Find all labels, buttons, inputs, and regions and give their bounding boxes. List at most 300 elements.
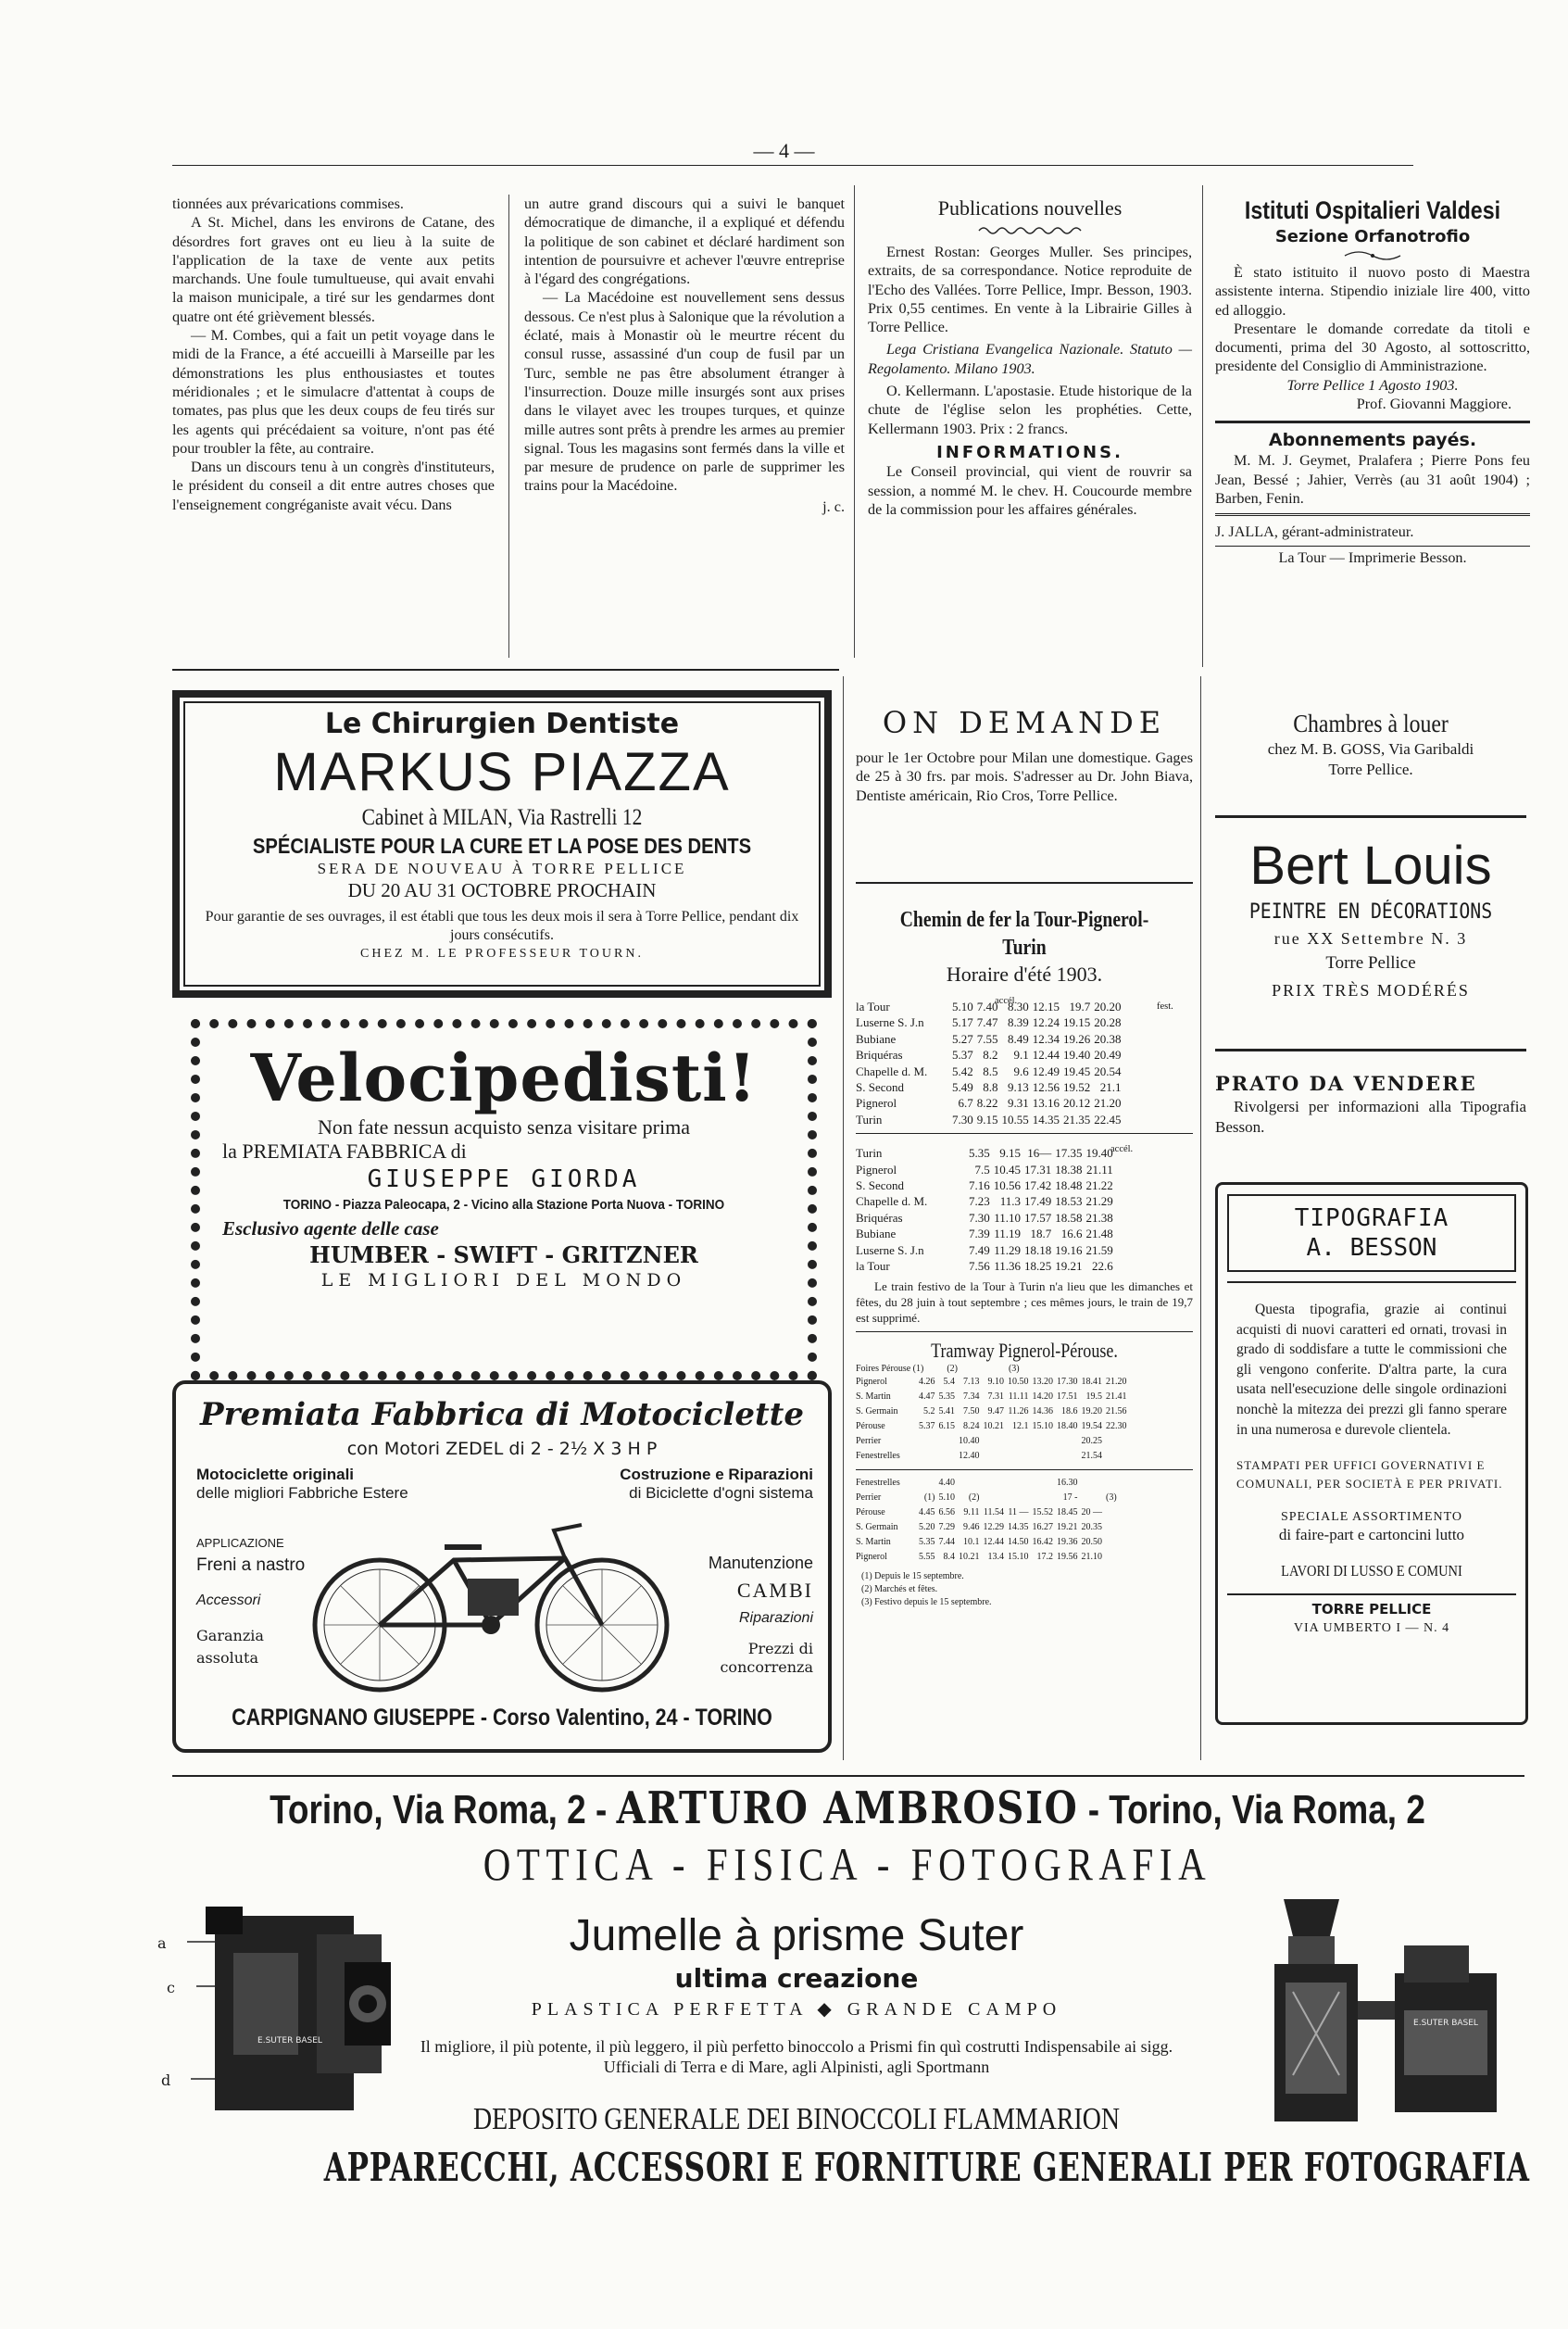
ad-line [196, 1466, 419, 1503]
time-cell: 6.7 [958, 1096, 973, 1111]
ad-headline: Premiata Fabbrica di Motociclette [200, 1396, 804, 1433]
time-cell: 19.56 [1057, 1551, 1078, 1562]
ad-line: APPARECCHI, ACCESSORI E FORNITURE GENERALI PER FOTOGRAFIA [323, 2145, 1530, 2190]
ad-line: TORINO - Piazza Paleocapa, 2 - Vicino alla Stazione Porta Nuova - TORINO [282, 1197, 725, 1213]
time-cell: 7.23 [969, 1194, 990, 1209]
gerant-line: J. JALLA, gérant-administrateur. [1215, 523, 1414, 541]
time-cell [1106, 1505, 1121, 1520]
time-cell: 11.29 [994, 1242, 1021, 1257]
section-rule [1227, 1281, 1516, 1283]
table-row [856, 1404, 1131, 1419]
time-cell [919, 1434, 939, 1449]
time-cell: 7.5 [974, 1162, 990, 1177]
time-cell: 7.39 [969, 1227, 990, 1241]
time-cell: 5.42 [952, 1064, 973, 1078]
timetable-section [856, 906, 1193, 1609]
time-cell: 16.42 [1032, 1536, 1053, 1547]
time-cell: 8.49 [1008, 1031, 1029, 1046]
time-cell [939, 1449, 960, 1464]
time-cell: 18.7 [1030, 1227, 1052, 1241]
time-cell: 16.30 [1057, 1477, 1078, 1488]
time-cell: 9.15 [976, 1112, 998, 1127]
time-cell [1106, 1434, 1131, 1449]
publication-item: Ernest Rostan: Georges Muller. Ses principes, extraits, de sa correspondance. Notice reproduite de l'Echo des Vallées. Torre Pellice, Impr. Besson, 1903. Prix 0,55 centimes. En vente à la Librairie Gilles à Torre Pellice. [868, 244, 1192, 336]
time-cell: 6.56 [938, 1506, 955, 1517]
time-cell: 7.49 [969, 1242, 990, 1257]
time-cell: 8.30 [1008, 1000, 1029, 1013]
station-cell: S. Germain [856, 1521, 898, 1532]
paragraph: un autre grand discours qui a suivi le banquet démocratique de dimanche, il a expliqué et défendu la politique de son cabinet et déclaré hardiment son intention de poursuivre et achever l'œuvre entreprise à l'égard des congrégations. [524, 195, 845, 288]
station-cell: Luserne S. J.n [856, 1242, 924, 1257]
chambres-section [1215, 708, 1526, 780]
ad-text: Prezzi di concorrenza [720, 1640, 813, 1676]
time-cell: 4.47 [919, 1391, 935, 1402]
table-row [856, 1505, 1121, 1520]
timetable-down [856, 1145, 1193, 1274]
ad-text: Manutenzione [708, 1554, 813, 1572]
time-cell: 12.29 [983, 1521, 1004, 1532]
time-cell: 20.28 [1094, 1015, 1122, 1030]
time-cell: 21.20 [1094, 1096, 1122, 1111]
time-cell: 11.10 [994, 1210, 1021, 1225]
time-cell [959, 1476, 984, 1491]
ad-text: - Torino, Via Roma, 2 [1087, 1787, 1425, 1832]
binocular-icon [1265, 1890, 1515, 2133]
footnote: (2) Marchés et fêtes. [861, 1583, 938, 1594]
time-cell: 21.48 [1085, 1227, 1113, 1241]
station-cell: Turin [856, 1146, 883, 1161]
time-cell: 6.15 [938, 1420, 955, 1431]
time-cell [1033, 1491, 1058, 1505]
time-cell: 5.10 [938, 1492, 955, 1503]
time-cell: 17.49 [1024, 1194, 1052, 1209]
time-cell: 21.38 [1085, 1210, 1113, 1225]
column-note: fest. [1157, 1001, 1173, 1012]
ad-text: di Biciclette d'ogni sistema [629, 1484, 813, 1502]
ad-line: DU 20 AU 31 OCTOBRE PROCHAIN [347, 879, 657, 901]
time-cell: 18.58 [1055, 1210, 1083, 1225]
time-cell: 19.7 [1069, 1000, 1091, 1013]
figure-label: a [157, 1934, 167, 1952]
time-cell: 10.21 [959, 1551, 980, 1562]
time-cell: 21.29 [1085, 1194, 1113, 1209]
time-cell: 7.56 [969, 1259, 990, 1274]
ad-line [572, 1466, 813, 1503]
camera-brand: E.SUTER BASEL [257, 2036, 322, 2046]
time-cell: 5.27 [952, 1031, 973, 1046]
time-cell: 20.50 [1081, 1536, 1102, 1547]
ad-headline: MARKUS PIAZZA [273, 742, 731, 802]
ad-line: Torre Pellice [1325, 953, 1416, 973]
ornament-wave [868, 222, 1192, 239]
station-cell: la Tour [856, 1000, 890, 1013]
time-cell [1106, 1449, 1131, 1464]
time-cell: 21.1 [1099, 1080, 1122, 1095]
time-cell: 20.12 [1063, 1096, 1091, 1111]
time-cell: 7.50 [963, 1405, 980, 1416]
time-cell: 8.24 [963, 1420, 980, 1431]
table-row [856, 1047, 1125, 1063]
imprimerie-line: La Tour — Imprimerie Besson. [1278, 548, 1467, 566]
demande-title: ON DEMANDE [882, 705, 1167, 740]
time-cell: 10.55 [1001, 1112, 1029, 1127]
table-row [856, 1535, 1121, 1550]
ad-text: Freni a nastro [196, 1555, 306, 1575]
station-cell: Pignerol [856, 1096, 897, 1111]
time-cell: 10.40 [959, 1435, 980, 1446]
demande-section [856, 704, 1193, 805]
table-row [856, 1210, 1117, 1226]
ad-line: con Motori ZEDEL di 2 - 2½ X 3 H P [346, 1439, 658, 1459]
table-row [856, 1390, 1131, 1404]
time-cell: 21.59 [1085, 1242, 1113, 1257]
timetable-table [856, 1145, 1117, 1274]
time-cell: 20 — [1081, 1506, 1102, 1517]
station-cell: Briquéras [856, 1048, 903, 1063]
time-cell [1057, 1449, 1082, 1464]
time-cell: 19.26 [1063, 1031, 1091, 1046]
time-cell: 19.15 [1063, 1015, 1091, 1030]
ambrosio-middle [426, 1910, 1167, 2023]
ad-headline: TIPOGRAFIA [1294, 1204, 1449, 1232]
ad-line: PEINTRE EN DÉCORATIONS [1248, 900, 1493, 924]
table-row [856, 1162, 1117, 1177]
time-cell: 17.2 [1036, 1551, 1053, 1562]
time-cell [1082, 1491, 1107, 1505]
section-rule [856, 1331, 1193, 1332]
time-cell: 9.31 [1008, 1096, 1029, 1111]
time-cell: 17.42 [1024, 1178, 1052, 1193]
time-cell: 11.3 [999, 1194, 1021, 1209]
time-cell: 7.34 [963, 1391, 980, 1402]
table-row [856, 1064, 1125, 1079]
table-row [856, 1434, 1131, 1449]
bert-louis-ad [1215, 834, 1526, 1004]
tipografia-header [1227, 1194, 1516, 1272]
table-row [856, 1258, 1117, 1274]
time-cell: 7.13 [963, 1376, 980, 1387]
time-cell: 5.37 [919, 1420, 935, 1431]
time-cell: 5.4 [943, 1376, 955, 1387]
time-cell: 14.36 [1032, 1405, 1053, 1416]
page-number: — 4 — [753, 139, 815, 162]
tramway-up [856, 1375, 1193, 1464]
chambres-text: Torre Pellice. [1328, 761, 1413, 778]
time-cell: 16.27 [1032, 1521, 1053, 1532]
station-cell: Luserne S. J.n [856, 1015, 924, 1030]
time-cell: 12.34 [1032, 1031, 1060, 1046]
time-cell: 17 - [1062, 1492, 1078, 1503]
ad-text: Motociclette originali [196, 1466, 355, 1483]
time-cell: 21.22 [1085, 1178, 1113, 1193]
time-cell: 18.25 [1024, 1259, 1052, 1274]
time-cell: 17.57 [1024, 1210, 1052, 1225]
station-cell: la Tour [856, 1259, 890, 1274]
time-cell: 19.21 [1057, 1521, 1078, 1532]
time-cell: 16.6 [1060, 1227, 1083, 1241]
camera-icon [178, 1897, 409, 2129]
tipografia-line: TORRE PELLICE [1311, 1601, 1432, 1618]
table-row [856, 1449, 1131, 1464]
time-cell: 20.49 [1094, 1048, 1122, 1063]
table-row [856, 1079, 1125, 1095]
time-cell: 19.21 [1055, 1259, 1083, 1274]
station-cell: S. Second [856, 1080, 904, 1095]
velocipedisti-ad [191, 1019, 817, 1380]
ad-right-list [684, 1549, 813, 1677]
time-cell: 15.52 [1032, 1506, 1053, 1517]
timetable-up [856, 996, 1193, 1127]
time-cell: 9.46 [963, 1521, 980, 1532]
ad-text: Accessori [196, 1593, 261, 1608]
publications-section [868, 195, 1192, 519]
istituti-signature: Prof. Giovanni Maggiore. [1356, 396, 1512, 413]
prato-section [1215, 1071, 1526, 1138]
station-cell: Bubiane [856, 1031, 897, 1046]
time-cell: 17.51 [1057, 1391, 1078, 1402]
article-column-1 [172, 195, 495, 514]
time-cell: 4.45 [919, 1506, 935, 1517]
time-cell: 18.40 [1057, 1420, 1078, 1431]
section-rule [1215, 546, 1530, 547]
time-cell: 9.10 [987, 1376, 1004, 1387]
time-cell: 20.20 [1094, 1000, 1122, 1013]
column-divider [843, 676, 844, 1760]
ad-line: Le Chirurgien Dentiste [324, 708, 680, 740]
time-cell: 17.35 [1055, 1146, 1083, 1161]
time-cell: 5.20 [919, 1521, 935, 1532]
time-cell: 12.40 [959, 1450, 980, 1461]
time-cell: 10.50 [1008, 1376, 1029, 1387]
time-cell: 5.35 [919, 1536, 935, 1547]
time-cell: 10.45 [993, 1162, 1021, 1177]
time-cell: 5.49 [952, 1080, 973, 1095]
time-cell [1008, 1449, 1033, 1464]
time-cell: 11 — [1008, 1506, 1029, 1517]
station-cell: S. Martin [856, 1391, 891, 1402]
time-cell: 21.41 [1106, 1391, 1127, 1402]
ad-line: CARPIGNANO GIUSEPPE - Corso Valentino, 24 - TORINO [232, 1705, 772, 1731]
time-cell: (2) [968, 1492, 980, 1503]
time-cell: 8.39 [1008, 1015, 1029, 1030]
time-cell: 22.6 [1092, 1259, 1113, 1274]
time-cell: 19.36 [1057, 1536, 1078, 1547]
publication-item: Lega Cristiana Evangelica Nazionale. Statuto — Regolamento. Milano 1903. [868, 341, 1192, 377]
station-cell: Chapelle d. M. [856, 1064, 928, 1078]
ad-text: Torino, Via Roma, 2 - [270, 1787, 608, 1832]
tramway-table [856, 1476, 1121, 1565]
time-cell: 9.11 [963, 1506, 980, 1517]
table-row [856, 1226, 1117, 1241]
markus-piazza-ad [172, 690, 832, 998]
time-cell: 11.26 [1008, 1405, 1029, 1416]
time-cell [984, 1449, 1009, 1464]
table-row [856, 1520, 1121, 1535]
time-cell: 12.56 [1032, 1080, 1060, 1095]
binocular-brand: E.SUTER BASEL [1413, 2019, 1478, 2028]
time-cell: 5.17 [952, 1015, 973, 1030]
tipografia-besson-ad [1215, 1182, 1528, 1725]
time-cell: 5.37 [952, 1048, 973, 1063]
time-cell: 21.20 [1106, 1376, 1127, 1387]
time-cell: 13.20 [1032, 1376, 1053, 1387]
tipografia-line: LAVORI DI LUSSO E COMUNI [1281, 1562, 1462, 1580]
istituti-date: Torre Pellice 1 Agosto 1903. [1286, 376, 1459, 394]
station-cell: Fenestrelles [856, 1450, 900, 1461]
station-cell: Fenestrelles [856, 1477, 900, 1488]
section-rule [1215, 513, 1530, 519]
tramway-down [856, 1476, 1193, 1565]
section-rule [1227, 1593, 1516, 1595]
prato-title: PRATO DA VENDERE [1215, 1072, 1477, 1095]
station-cell: Briquéras [856, 1210, 903, 1225]
time-cell: 4.26 [919, 1376, 935, 1387]
section-rule [172, 1775, 1524, 1777]
information-text: Le Conseil provincial, qui vient de rouvrir sa session, a nommé M. le chev. H. Coucourde membre de la commission pour les affaires générales. [868, 463, 1192, 518]
station-cell: Chapelle d. M. [856, 1194, 928, 1209]
paragraph: Dans un discours tenu à un congrès d'instituteurs, le président du conseil a dit entre autres choses que l'enseignement congréganiste avait vécu. Dans [172, 459, 495, 513]
time-cell [1033, 1434, 1058, 1449]
time-cell: 19.16 [1055, 1242, 1083, 1257]
table-row [856, 999, 1125, 1014]
section-rule [856, 1133, 1193, 1134]
time-cell: 8.4 [943, 1551, 955, 1562]
camera-illustration [157, 1897, 408, 2129]
time-cell: 12.15 [1032, 1000, 1060, 1013]
time-cell: 19.45 [1063, 1064, 1091, 1078]
time-cell: 18.18 [1024, 1242, 1052, 1257]
motorcycle-icon [296, 1514, 695, 1699]
footnote: (3) Festivo depuis le 15 septembre. [861, 1596, 992, 1607]
article-column-2 [524, 195, 845, 516]
demande-text: pour le 1er Octobre pour Milan une domestique. Gages de 25 à 30 frs. par mois. S'adresser au Dr. John Biava, Dentiste américain, Rio Cros, Torre Pellice. [856, 749, 1193, 804]
ad-line: SPÉCIALISTE POUR LA CURE ET LA POSE DES DENTS [252, 834, 752, 858]
time-cell: 7.31 [987, 1391, 1004, 1402]
time-cell: 15.10 [1008, 1551, 1029, 1562]
time-cell: 17.31 [1024, 1162, 1052, 1177]
publication-item: O. Kellermann. L'apostasie. Etude historique de la chute de l'église selon les prophéties. Cette, Kellermann 1903. Prix : 2 francs. [868, 383, 1192, 437]
time-cell: 10.56 [993, 1178, 1021, 1193]
table-row [856, 1550, 1121, 1565]
station-cell: S. Second [856, 1178, 904, 1193]
timetable-subtitle: Horaire d'été 1903. [946, 963, 1103, 986]
ad-line: Il migliore, il più potente, il più leggero, il più perfetto binoccolo a Prismi fin quì costrutti Indispensabile ai sigg. Ufficiali di Terra e di Mare, agli Alpinisti, agli Sportmann [420, 2037, 1173, 2076]
time-cell: 7.40 [976, 1000, 998, 1013]
time-cell [1106, 1476, 1121, 1491]
time-cell: 19.52 [1063, 1080, 1091, 1095]
time-cell: 9.6 [1013, 1064, 1029, 1078]
time-cell: 20.35 [1081, 1521, 1102, 1532]
time-cell: 18.48 [1055, 1178, 1083, 1193]
ad-line: CHEZ M. LE PROFESSEUR TOURN. [360, 947, 644, 961]
time-cell [1008, 1434, 1033, 1449]
ad-line: ultima creazione [674, 1963, 919, 1994]
time-cell: 14.20 [1032, 1391, 1053, 1402]
ad-text: CAMBI [736, 1579, 813, 1602]
time-cell: 5.41 [938, 1405, 955, 1416]
istituti-section [1215, 195, 1530, 567]
table-row [856, 1193, 1117, 1209]
ad-text: APPLICAZIONE [196, 1536, 284, 1550]
time-cell: 20.54 [1094, 1064, 1122, 1078]
istituti-title: Istituti Ospitalieri Valdesi [1244, 196, 1501, 224]
column-note: accél. [995, 996, 1018, 1006]
time-cell [984, 1476, 1009, 1491]
ambrosio-ad [148, 1782, 1547, 1892]
time-cell [984, 1491, 1009, 1505]
table-row [856, 1476, 1121, 1491]
time-cell: 21.54 [1081, 1450, 1102, 1461]
tramway-header: Foires Pérouse (1) (2) (3) [856, 1363, 1020, 1374]
time-cell [1008, 1476, 1033, 1491]
ad-line: LE MIGLIORI DEL MONDO [320, 1270, 687, 1290]
tipografia-line: di faire-part e cartoncini lutto [1278, 1526, 1465, 1544]
time-cell: 11.19 [994, 1227, 1021, 1241]
time-cell: 13.16 [1032, 1096, 1060, 1111]
time-cell [1106, 1535, 1121, 1550]
time-cell: 7.55 [976, 1031, 998, 1046]
time-cell: 14.35 [1008, 1521, 1029, 1532]
signature: j. c. [822, 497, 845, 515]
timetable-note: Le train festivo de la Tour à Turin n'a lieu que les dimanches et fêtes, du 28 juin à tout septembre ; ces mêmes jours, le train de 19,7 est supprimé. [856, 1278, 1193, 1325]
ad-headline: Velocipedisti! [250, 1039, 758, 1116]
section-rule [856, 1469, 1193, 1470]
time-cell: 14.35 [1032, 1112, 1060, 1127]
station-cell: Perrier [856, 1492, 882, 1503]
station-cell: Pérouse [856, 1420, 885, 1431]
time-cell: 11.36 [994, 1259, 1021, 1274]
time-cell: 12.44 [1032, 1048, 1060, 1063]
section-rule [1215, 421, 1530, 423]
station-cell: Pignerol [856, 1551, 887, 1562]
table-row [856, 1419, 1131, 1434]
time-cell: 12.44 [983, 1536, 1004, 1547]
publications-title: Publications nouvelles [937, 196, 1123, 220]
ad-line: Pour garantie de ses ouvrages, il est établi que tous les deux mois il sera à Torre Pellice, pendant dix jours consécutifs. [205, 909, 799, 943]
time-cell: 16— [1027, 1146, 1052, 1161]
time-cell: 5.35 [969, 1146, 990, 1161]
ad-text: Garanzia assoluta [196, 1627, 264, 1667]
informations-title: INFORMATIONS. [936, 442, 1123, 462]
paragraph: tionnées aux prévarications commises. [172, 195, 404, 212]
time-cell [919, 1449, 939, 1464]
time-cell: 18.41 [1081, 1376, 1102, 1387]
table-row [856, 1095, 1125, 1111]
table-row [856, 1145, 1117, 1161]
ad-line: OTTICA - FISICA - FOTOGRAFIA [483, 1838, 1212, 1890]
time-cell: 7.16 [969, 1178, 990, 1193]
time-cell: 22.45 [1094, 1112, 1122, 1127]
time-cell: 5.55 [919, 1551, 935, 1562]
ad-line: rue XX Settembre N. 3 [1273, 929, 1468, 948]
time-cell: 22.30 [1106, 1420, 1127, 1431]
tramway-notes [856, 1570, 1193, 1609]
ad-text: Costruzione e Riparazioni [620, 1466, 813, 1483]
ornament-flourish [1215, 248, 1530, 263]
ad-text: ARTURO AMBROSIO [616, 1782, 1079, 1834]
time-cell [984, 1434, 1009, 1449]
tramway-table [856, 1375, 1131, 1464]
ad-line: SERA DE NOUVEAU À TORRE PELLICE [317, 860, 687, 877]
time-cell: 9.47 [987, 1405, 1004, 1416]
time-cell: 21.56 [1106, 1405, 1127, 1416]
ad-line: Esclusivo agente delle case [222, 1217, 439, 1240]
tramway-title: Tramway Pignerol-Pérouse. [931, 1338, 1118, 1362]
time-cell: 18.38 [1055, 1162, 1083, 1177]
tipografia-services: STAMPATI PER UFFICI GOVERNATIVI E COMUNALI, PER SOCIETÀ E PER PRIVATI. [1236, 1458, 1503, 1492]
istituti-text: È stato istituito il nuovo posto di Maestra assistente interna. Stipendio iniziale lire 400, vitto ed alloggio. [1215, 264, 1530, 319]
paragraph: — La Macédoine est nouvellement sens dessus dessous. Ce n'est plus à Salonique que la révolution a éclaté, mais à Monastir où le meurtre récent du consul russe, assassiné d'un coup de fusil par un Turc, semble ne pas être absolument étranger à l'insurrection. Douze mille insurgés sont aux prises dans le vilayet avec les troupes turques, et quinze mille autres sont prêts à prendre les armes au premier signal. Tous les magasins sont fermés dans la ville et par mesure de prudence on parle de supprimer les trains pour la Macédoine. [524, 289, 845, 495]
